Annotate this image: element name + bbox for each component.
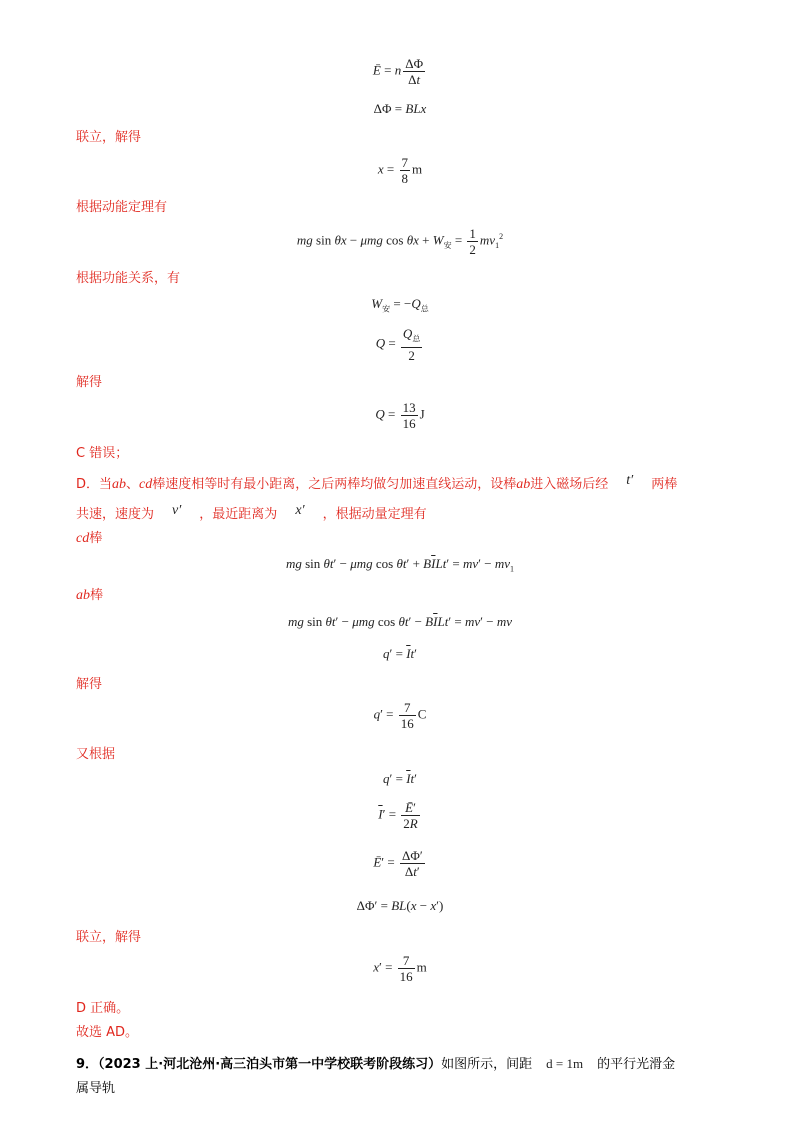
formula-delta-phi-prime: ΔΦ′ = BL(x − x′) xyxy=(356,898,444,913)
text-cd-bang: cd棒 xyxy=(76,531,103,546)
formula-q-prime-2: $q' = \overline{I}t'$ xyxy=(383,771,417,786)
formula-emf-average: Ē = n $\frac{\Delta\Phi}{\Delta t}$ xyxy=(372,56,424,87)
text-lianli-2: 联立，解得 xyxy=(76,930,142,945)
text-answer: 故选 AD。 xyxy=(76,1025,139,1040)
formula-x-prime-value: x′ = $\frac{7}{16}$ m xyxy=(373,953,427,984)
formula-delta-phi: ΔΦ = BLx xyxy=(373,101,427,116)
formula-q-prime-1: $q' = \overline{I}t'$ xyxy=(383,646,417,661)
text-jiede-1: 解得 xyxy=(76,375,103,390)
question-9-line2: 属导轨 xyxy=(76,1081,116,1096)
formula-x-value: x = $\frac{7}{8}$ m xyxy=(377,155,423,186)
text-lianli-1: 联立，解得 xyxy=(76,130,142,145)
formula-work-energy: mg sin θx − μmg $\cos \theta x + W_安$ = $\frac{1}{2}$ $mv_1^2$ xyxy=(296,226,504,257)
formula-e-prime: Ē′ = $\frac{\Delta\Phi'}{\Delta t'}$ xyxy=(373,848,423,879)
formula-i-prime: $\overline{I}'$ = $\frac{Ē'}{2R}$ xyxy=(378,800,418,831)
question-9-line1: 9．（2023 上·河北沧州·高三泊头市第一中学校联考阶段练习）如图所示，间距 d = 1m 的平行光滑金 xyxy=(76,1056,676,1072)
formula-momentum-cd: mg sin θt′ − μmg $\cos \theta t' + B\overline{I}Lt' = mv' - mv_1$ xyxy=(285,556,515,574)
text-d-line1: D．当ab、cd棒速度相等时有最小距离，之后两棒均做匀加速直线运动，设棒ab进入磁场后经 t′ 两棒 xyxy=(76,473,678,492)
formula-momentum-ab: mg sin θt′ − μmg $\cos \theta t' - B\overline{I}Lt' = mv'$ − mv xyxy=(287,614,513,629)
text-ab-bang: ab棒 xyxy=(76,588,104,603)
text-d-line2: 共速，速度为 v′ ，最近距离为 x′ ，根据动量定理有 xyxy=(76,503,427,522)
text-gongneng: 根据功能关系，有 xyxy=(76,271,181,286)
formula-q-half: Q = $\frac{Q_总}{2}$ xyxy=(375,326,421,363)
text-yougenju: 又根据 xyxy=(76,747,116,762)
text-c-wrong: C 错误； xyxy=(76,446,129,461)
formula-w-q: $W_安 = -Q_总$ xyxy=(371,296,429,314)
text-jiede-2: 解得 xyxy=(76,677,103,692)
text-dongneng: 根据动能定理有 xyxy=(76,200,168,215)
formula-q-prime-value: q′ = $\frac{7}{16}$ C xyxy=(373,700,427,731)
formula-q-value: Q = $\frac{13}{16}$ J xyxy=(375,400,425,431)
text-d-correct: D 正确。 xyxy=(76,1001,130,1016)
